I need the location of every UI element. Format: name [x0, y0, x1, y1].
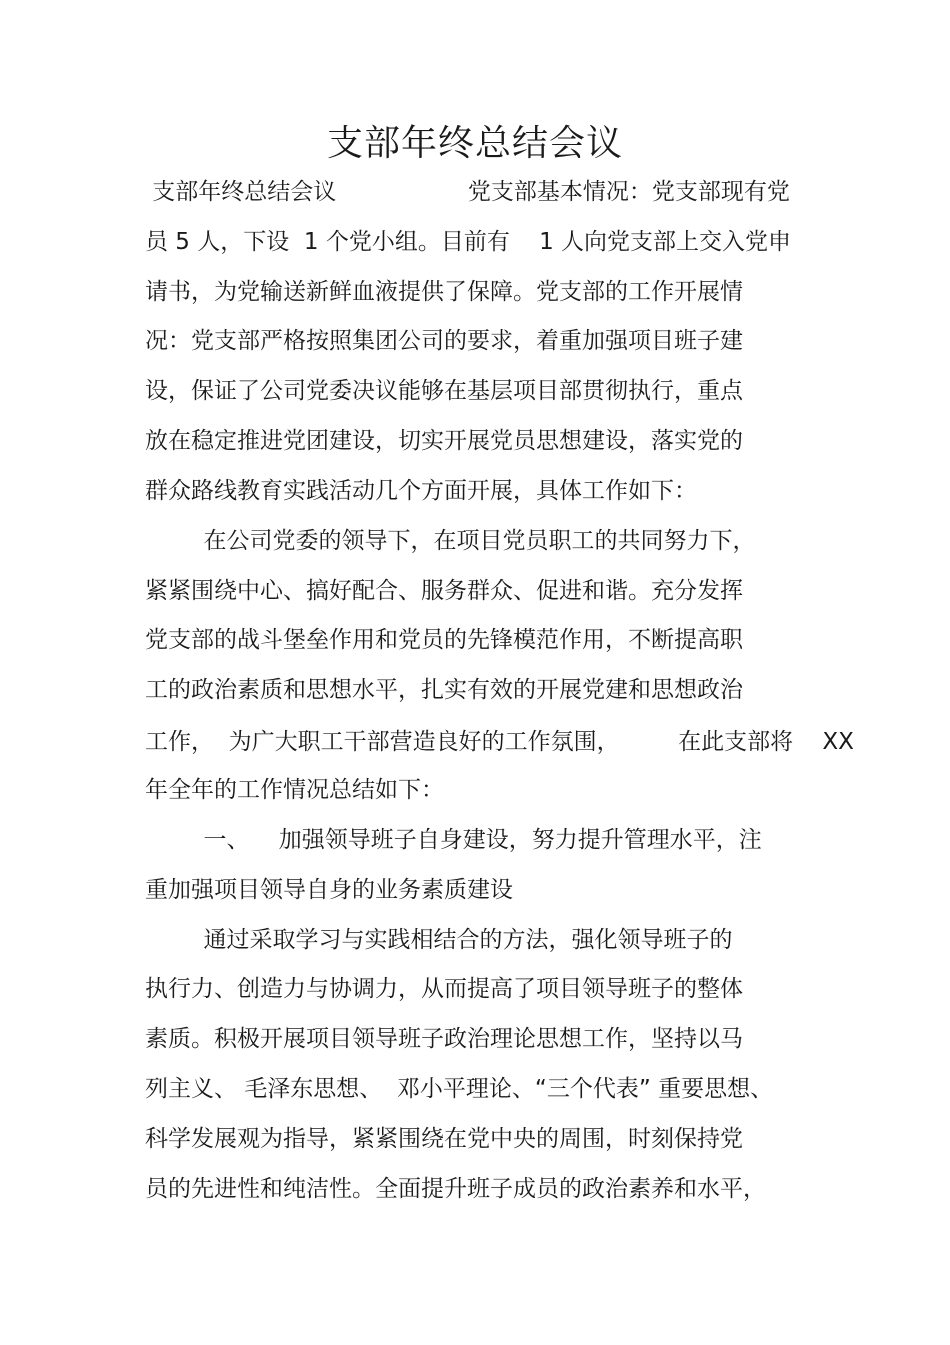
text-line: 列主义、 毛泽东思想、 邓小平理论、“三个代表” 重要思想、 — [145, 1076, 774, 1102]
page-title: 支部年终总结会议 — [326, 123, 623, 164]
text-line: 科学发展观为指导，紧紧围绕在党中央的周围，时刻保持党 — [145, 1126, 743, 1152]
text-line: 工作， 为广大职工干部营造良好的工作氛围， 在此支部将 XX — [145, 729, 854, 755]
text-line: 执行力、创造力与协调力，从而提高了项目领导班子的整体 — [145, 976, 743, 1002]
text-line: 员的先进性和纯洁性。全面提升班子成员的政治素养和水平， — [145, 1176, 766, 1202]
text-line: 紧紧围绕中心、搞好配合、服务群众、促进和谐。充分发挥 — [145, 578, 743, 604]
text-line: 党支部的战斗堡垒作用和党员的先锋模范作用，不断提高职 — [145, 627, 743, 653]
text-line: 在公司党委的领导下，在项目党员职工的共同努力下， — [145, 528, 756, 554]
text-line: 通过采取学习与实践相结合的方法，强化领导班子的 — [145, 927, 733, 953]
text-line: 群众路线教育实践活动几个方面开展，具体工作如下： — [145, 478, 697, 504]
text-line: 年全年的工作情况总结如下： — [145, 777, 444, 803]
text-line: 放在稳定推进党团建设，切实开展党员思想建设，落实党的 — [145, 428, 743, 454]
text-line: 况：党支部严格按照集团公司的要求，着重加强项目班子建 — [145, 328, 743, 354]
text-line: 工的政治素质和思想水平，扎实有效的开展党建和思想政治 — [145, 677, 743, 703]
text-line: 请书，为党输送新鲜血液提供了保障。党支部的工作开展情 — [145, 279, 743, 305]
text-line: 员 5 人，下设 1 个党小组。目前有 1 人向党支部上交入党申 — [145, 229, 792, 255]
text-line: 一、 加强领导班子自身建设，努力提升管理水平，注 — [145, 827, 762, 853]
text-line: 支部年终总结会议 党支部基本情况：党支部现有党 — [145, 179, 790, 205]
text-line: 重加强项目领导自身的业务素质建设 — [145, 877, 513, 903]
text-line: 设，保证了公司党委决议能够在基层项目部贯彻执行，重点 — [145, 378, 743, 404]
text-line: 素质。积极开展项目领导班子政治理论思想工作，坚持以马 — [145, 1026, 743, 1052]
